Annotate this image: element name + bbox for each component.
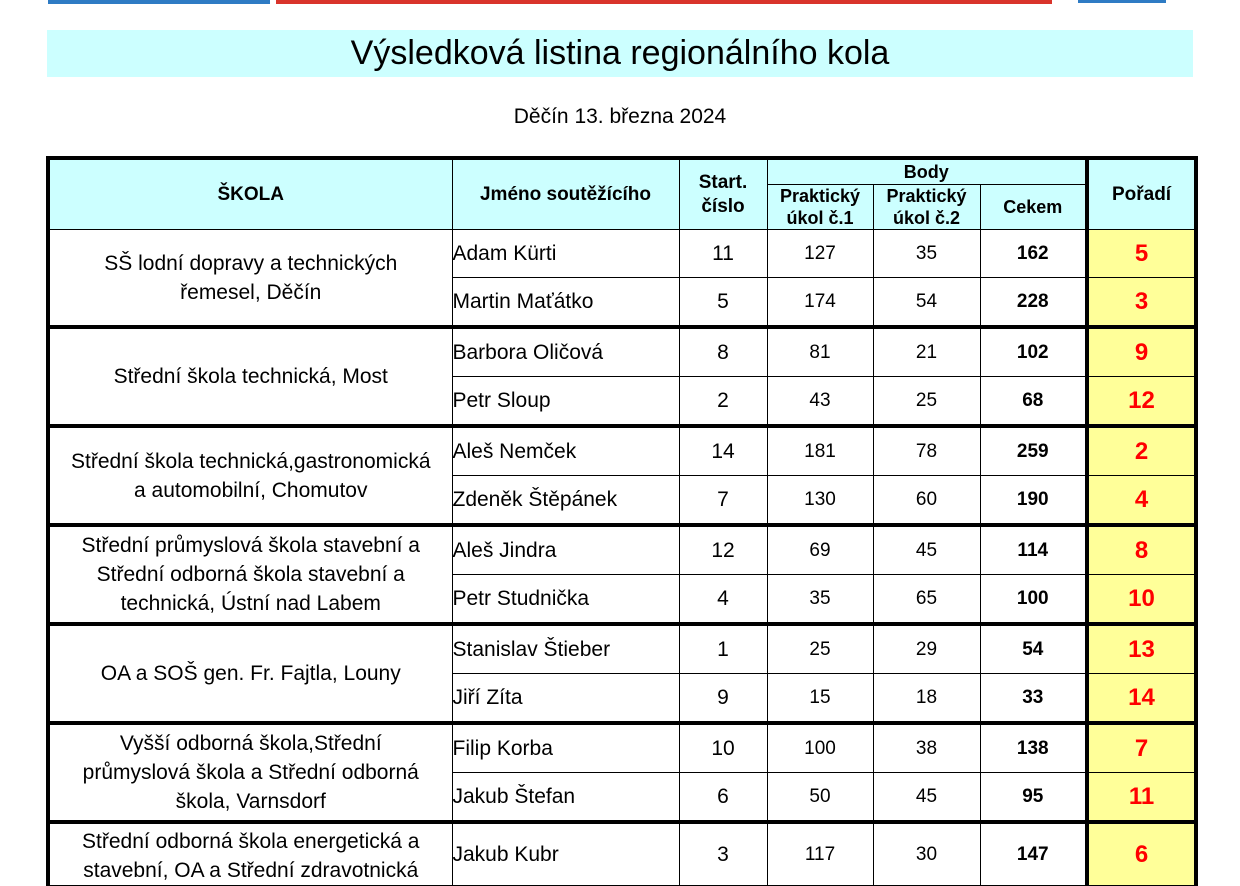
table-row bbox=[48, 822, 1196, 886]
task2-score: 65 bbox=[873, 575, 980, 625]
school-cell bbox=[48, 723, 452, 822]
start-number: 4 bbox=[679, 575, 767, 625]
contestant-name: Petr Studnička bbox=[452, 575, 679, 625]
page-subtitle: Děčín 13. března 2024 bbox=[513, 105, 727, 128]
total-score: 68 bbox=[980, 377, 1087, 427]
start-number: 2 bbox=[679, 377, 767, 427]
school-line: Střední škola technická, Most bbox=[113, 365, 388, 388]
start-number: 12 bbox=[679, 525, 767, 575]
header-total: Cekem bbox=[980, 185, 1087, 230]
total-score: 162 bbox=[980, 230, 1087, 278]
school-line: a automobilní, Chomutov bbox=[134, 478, 368, 502]
total-score: 259 bbox=[980, 426, 1087, 476]
contestant-name: Petr Sloup bbox=[452, 377, 679, 427]
school-cell bbox=[48, 426, 452, 525]
start-number: 7 bbox=[679, 476, 767, 526]
task2-score: 60 bbox=[873, 476, 980, 526]
rank: 10 bbox=[1087, 575, 1196, 625]
contestant-name: Zdeněk Štěpánek bbox=[452, 476, 679, 526]
contestant-name: Barbora Oličová bbox=[452, 327, 679, 377]
table-row bbox=[48, 327, 1196, 377]
contestant-name: Jakub Kubr bbox=[452, 822, 679, 886]
top-accent-bar-red bbox=[276, 0, 1052, 4]
header-start-number bbox=[679, 158, 767, 230]
contestant-name: Jiří Zíta bbox=[452, 674, 679, 724]
school-cell bbox=[48, 230, 452, 328]
rank: 2 bbox=[1087, 426, 1196, 476]
table-row bbox=[48, 426, 1196, 476]
start-number: 10 bbox=[679, 723, 767, 773]
school-line: SŠ lodní dopravy a technických bbox=[104, 251, 398, 275]
table-row bbox=[48, 723, 1196, 773]
header-body: Body bbox=[767, 158, 1087, 185]
school-cell bbox=[48, 327, 452, 426]
rank: 5 bbox=[1087, 230, 1196, 278]
top-accent-bar-blue-right bbox=[1078, 0, 1166, 3]
task2-score: 78 bbox=[873, 426, 980, 476]
task1-score: 69 bbox=[767, 525, 873, 575]
start-number: 3 bbox=[679, 822, 767, 886]
school-line: řemesel, Děčín bbox=[180, 280, 322, 304]
school-line: škola, Varnsdorf bbox=[175, 790, 326, 813]
results-table bbox=[46, 156, 1198, 886]
school-cell bbox=[48, 624, 452, 723]
header-task2-line1: Praktický bbox=[886, 186, 967, 206]
total-score: 100 bbox=[980, 575, 1087, 625]
contestant-name: Martin Maťátko bbox=[452, 278, 679, 328]
task1-score: 35 bbox=[767, 575, 873, 625]
contestant-name: Stanislav Štieber bbox=[452, 624, 679, 674]
contestant-name: Adam Kürti bbox=[452, 230, 679, 278]
rank: 6 bbox=[1087, 822, 1196, 886]
task2-score: 45 bbox=[873, 525, 980, 575]
contestant-name: Filip Korba bbox=[452, 723, 679, 773]
contestant-name: Aleš Jindra bbox=[452, 525, 679, 575]
top-accent-bar-blue bbox=[48, 0, 270, 4]
task2-score: 30 bbox=[873, 822, 980, 886]
header-start-line1: Start. bbox=[698, 171, 748, 193]
total-score: 102 bbox=[980, 327, 1087, 377]
task2-score: 45 bbox=[873, 773, 980, 823]
rank: 8 bbox=[1087, 525, 1196, 575]
school-line: Střední průmyslová škola stavební a bbox=[81, 534, 420, 557]
task2-score: 54 bbox=[873, 278, 980, 328]
task1-score: 25 bbox=[767, 624, 873, 674]
total-score: 33 bbox=[980, 674, 1087, 724]
rank: 11 bbox=[1087, 773, 1196, 823]
total-score: 190 bbox=[980, 476, 1087, 526]
header-school: ŠKOLA bbox=[48, 158, 452, 230]
header-rank: Pořadí bbox=[1087, 158, 1196, 230]
contestant-name: Jakub Štefan bbox=[452, 773, 679, 823]
task1-score: 43 bbox=[767, 377, 873, 427]
school-line: Střední škola technická,gastronomická bbox=[70, 449, 431, 473]
header-task1-line1: Praktický bbox=[779, 186, 861, 206]
total-score: 54 bbox=[980, 624, 1087, 674]
table-row bbox=[48, 525, 1196, 575]
header-name: Jméno soutěžícího bbox=[452, 158, 679, 230]
total-score: 95 bbox=[980, 773, 1087, 823]
school-line: Vyšší odborná škola,Střední bbox=[119, 732, 382, 755]
start-number: 6 bbox=[679, 773, 767, 823]
school-line: Střední odborná škola energetická a bbox=[82, 830, 420, 853]
school-cell bbox=[48, 525, 452, 624]
school-line: technická, Ústní nad Labem bbox=[120, 592, 381, 615]
table-row bbox=[48, 624, 1196, 674]
header-task2-line2: úkol č.2 bbox=[892, 208, 961, 228]
task1-score: 130 bbox=[767, 476, 873, 526]
task2-score: 35 bbox=[873, 230, 980, 278]
school-cell bbox=[48, 822, 452, 886]
task1-score: 81 bbox=[767, 327, 873, 377]
task2-score: 25 bbox=[873, 377, 980, 427]
rank: 3 bbox=[1087, 278, 1196, 328]
page-title: Výsledková listina regionálního kola bbox=[47, 30, 1193, 77]
start-number: 14 bbox=[679, 426, 767, 476]
rank: 9 bbox=[1087, 327, 1196, 377]
table-row bbox=[48, 230, 1196, 278]
task2-score: 21 bbox=[873, 327, 980, 377]
total-score: 114 bbox=[980, 525, 1087, 575]
task1-score: 117 bbox=[767, 822, 873, 886]
start-number: 5 bbox=[679, 278, 767, 328]
start-number: 1 bbox=[679, 624, 767, 674]
rank: 14 bbox=[1087, 674, 1196, 724]
start-number: 11 bbox=[679, 230, 767, 278]
rank: 13 bbox=[1087, 624, 1196, 674]
school-line: Střední odborná škola stavební a bbox=[96, 563, 405, 586]
task2-score: 18 bbox=[873, 674, 980, 724]
task1-score: 174 bbox=[767, 278, 873, 328]
rank: 12 bbox=[1087, 377, 1196, 427]
rank: 7 bbox=[1087, 723, 1196, 773]
header-start-line2: číslo bbox=[701, 195, 745, 217]
task1-score: 127 bbox=[767, 230, 873, 278]
task2-score: 38 bbox=[873, 723, 980, 773]
contestant-name: Aleš Nemček bbox=[452, 426, 679, 476]
school-line: průmyslová škola a Střední odborná bbox=[82, 761, 419, 784]
total-score: 228 bbox=[980, 278, 1087, 328]
school-line: OA a SOŠ gen. Fr. Fajtla, Louny bbox=[100, 662, 401, 685]
rank: 4 bbox=[1087, 476, 1196, 526]
task2-score: 29 bbox=[873, 624, 980, 674]
task1-score: 50 bbox=[767, 773, 873, 823]
school-line: stavební, OA a Střední zdravotnická bbox=[83, 859, 419, 882]
total-score: 147 bbox=[980, 822, 1087, 886]
header-task1-line2: úkol č.1 bbox=[786, 208, 854, 228]
task1-score: 100 bbox=[767, 723, 873, 773]
total-score: 138 bbox=[980, 723, 1087, 773]
start-number: 9 bbox=[679, 674, 767, 724]
task1-score: 15 bbox=[767, 674, 873, 724]
header-task2 bbox=[873, 185, 980, 230]
header-task1 bbox=[767, 185, 873, 230]
start-number: 8 bbox=[679, 327, 767, 377]
task1-score: 181 bbox=[767, 426, 873, 476]
